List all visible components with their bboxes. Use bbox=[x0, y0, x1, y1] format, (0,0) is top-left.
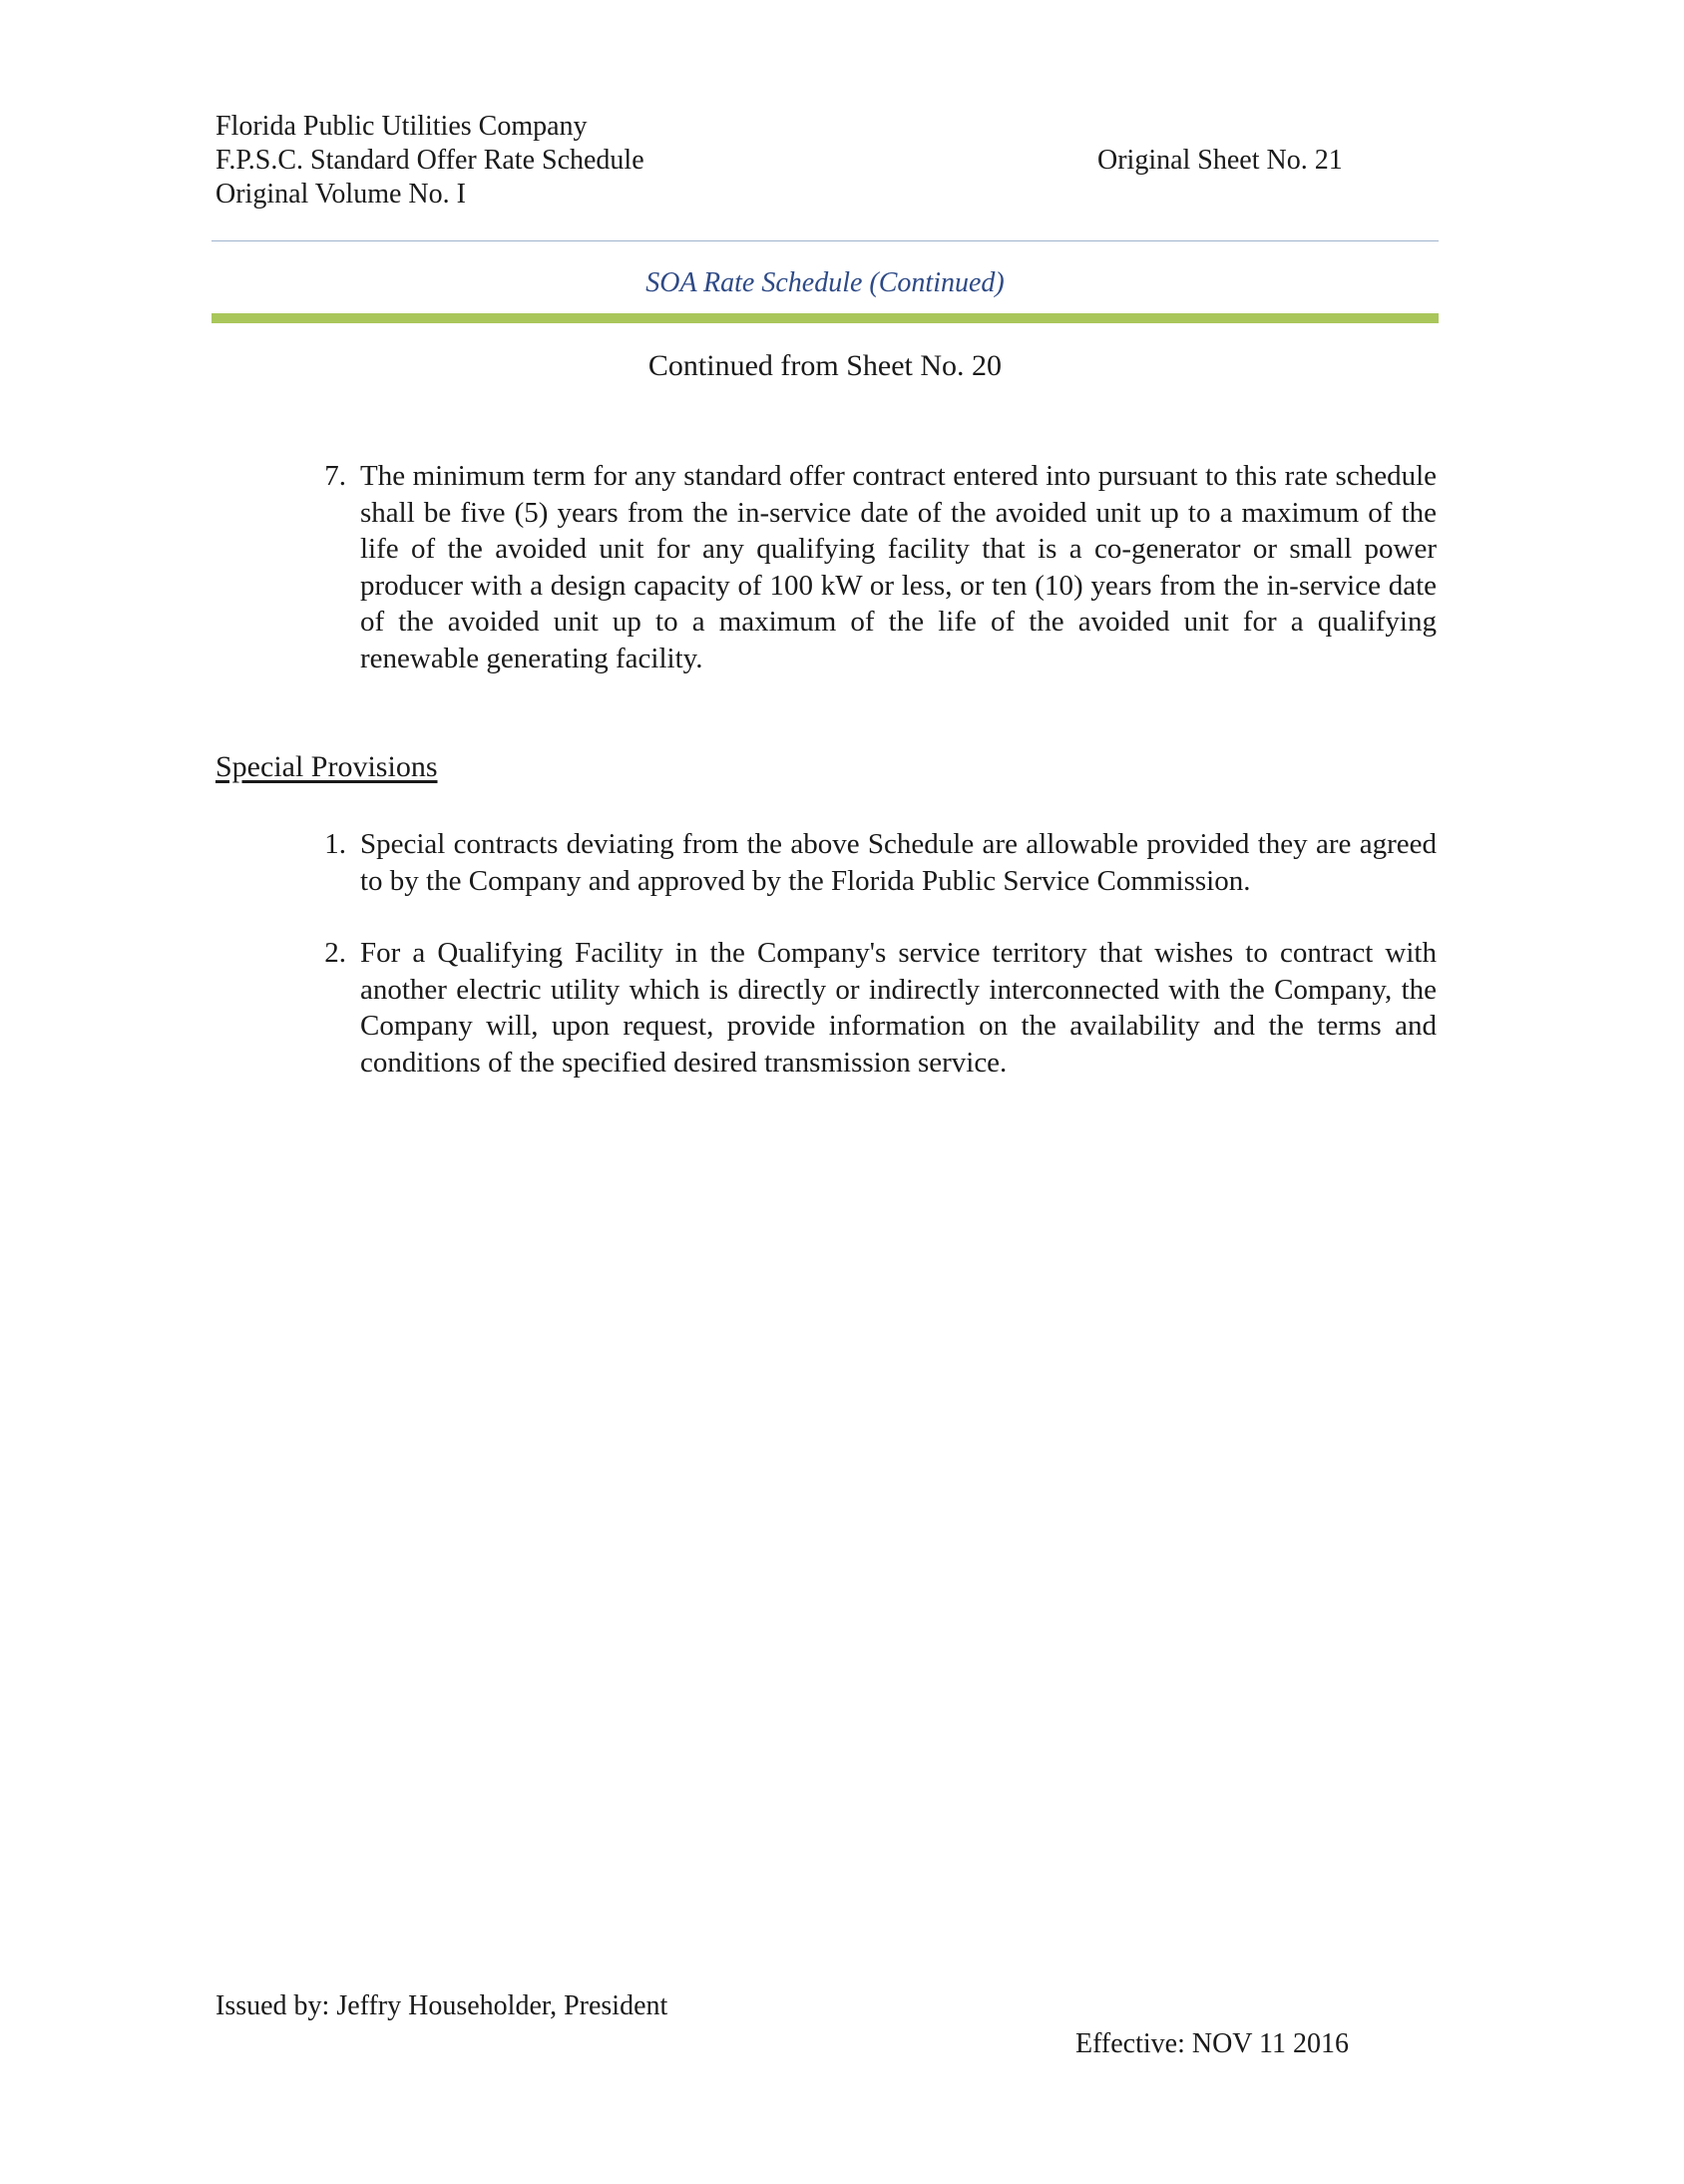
volume-name: Original Volume No. I bbox=[215, 179, 466, 210]
special-provisions-heading: Special Provisions bbox=[215, 750, 438, 783]
list-item-number: 1. bbox=[324, 828, 346, 860]
section-title: SOA Rate Schedule (Continued) bbox=[645, 267, 1005, 298]
effective-date: Effective: NOV 11 2016 bbox=[1075, 2028, 1349, 2059]
list-item bbox=[324, 458, 1437, 676]
company-name: Florida Public Utilities Company bbox=[215, 111, 588, 142]
list-item-text: Special contracts deviating from the above Schedule are allowable provided they are agreed to by the Company and approved by the Florida Public Service Commission. bbox=[360, 828, 1437, 897]
header-divider bbox=[211, 240, 1439, 241]
list-item-number: 7. bbox=[324, 460, 346, 492]
schedule-name: F.P.S.C. Standard Offer Rate Schedule bbox=[215, 145, 644, 176]
list-item bbox=[324, 935, 1437, 1081]
section-divider bbox=[211, 313, 1439, 323]
issued-by: Issued by: Jeffry Householder, President bbox=[215, 1990, 668, 2021]
list-item bbox=[324, 826, 1437, 899]
list-item-number: 2. bbox=[324, 937, 346, 969]
list-item-text: The minimum term for any standard offer contract entered into pursuant to this rate schedule shall be five (5) years from the in-service date of the avoided unit up to a maximum of the life of the avoided unit for any qualifying facility that is a co-generator or small power producer with a design capacity of 100 kW or less, or ten (10) years from the in-service date of the avoided unit up to a maximum of the life of the avoided unit for a qualifying renewable generating facility. bbox=[360, 460, 1437, 674]
list-item-text: For a Qualifying Facility in the Company's service territory that wishes to contract with another electric utility which is directly or indirectly interconnected with the Company, the Company will, upon request, provide information on the availability and the terms and conditions of the specified desired transmission service. bbox=[360, 937, 1437, 1079]
continued-from-note: Continued from Sheet No. 20 bbox=[647, 349, 1003, 382]
sheet-number: Original Sheet No. 21 bbox=[1097, 145, 1343, 176]
